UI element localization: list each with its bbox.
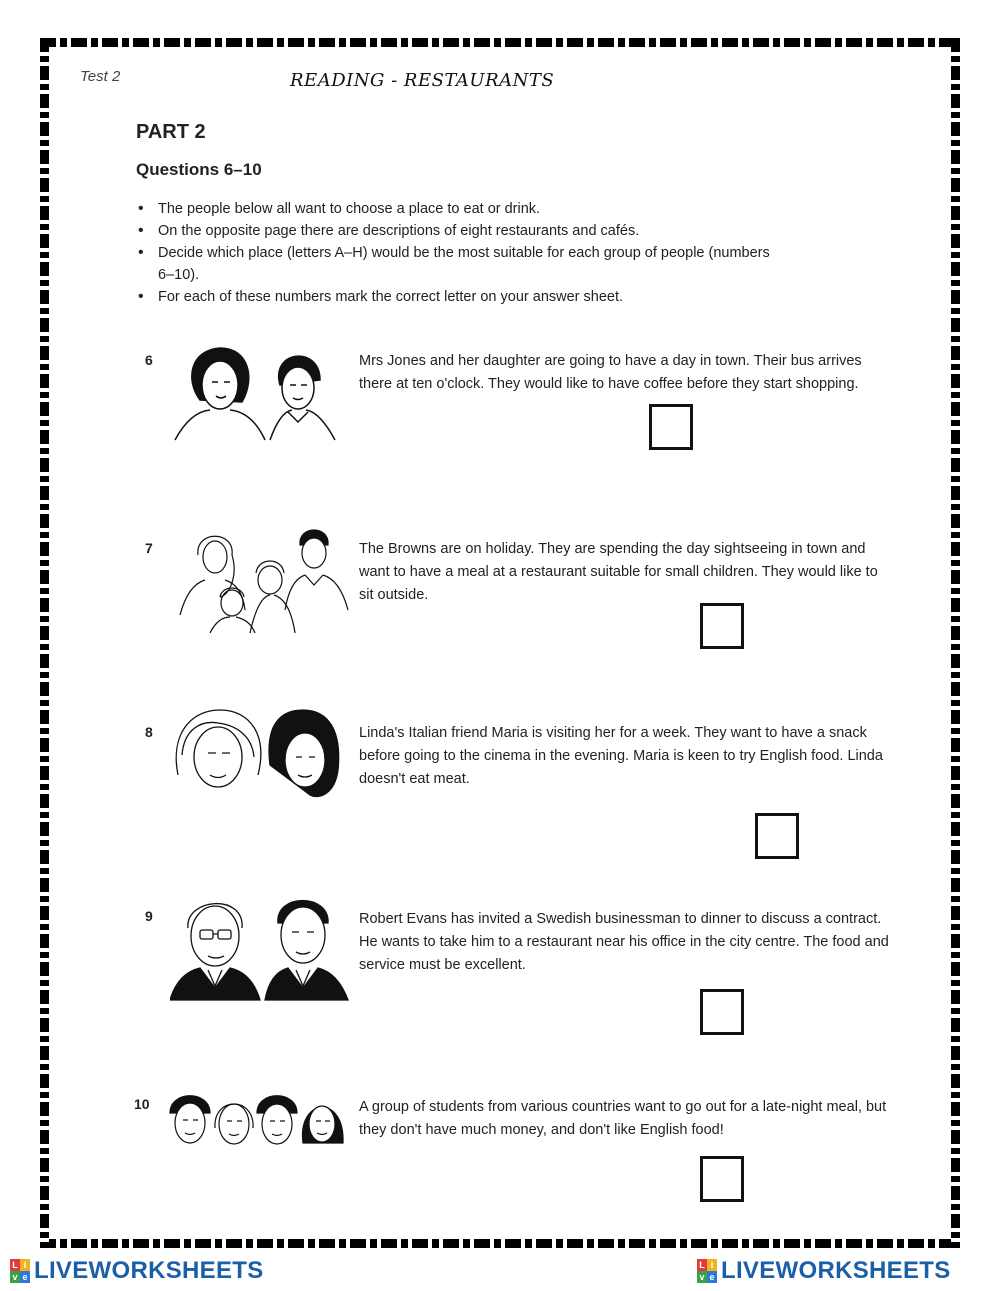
mother-daughter-illustration (170, 340, 360, 445)
questions-heading: Questions 6–10 (136, 160, 262, 179)
students-illustration (165, 1088, 355, 1158)
answer-box-6[interactable] (649, 404, 693, 450)
logo-text: LIVEWORKSHEETS (34, 1257, 264, 1284)
question-text-9: Robert Evans has invited a Swedish businessman to dinner to discuss a contract. He wants to take him to a restaurant near his office in the city centre. The food and service must be excellent. (359, 911, 889, 973)
question-number-8: 8 (145, 724, 153, 740)
test-label: Test 2 (80, 68, 121, 85)
question-text-10: A group of students from various countries want to go out for a late-night meal, but they don't have much money, and don't like English food! (359, 1099, 887, 1138)
question-text-6: Mrs Jones and her daughter are going to have a day in town. Their bus arrives there at ten o'clock. They would like to have coffee before they start shopping. (359, 353, 862, 392)
logo-text: LIVEWORKSHEETS (721, 1257, 951, 1284)
liveworksheets-logo-left[interactable] (10, 1256, 264, 1286)
answer-box-10[interactable] (700, 1156, 744, 1202)
question-number-10: 10 (134, 1096, 150, 1112)
answer-box-7[interactable] (700, 603, 744, 649)
logo-mark-icon: L i v e (697, 1259, 717, 1283)
family-illustration (170, 525, 350, 635)
instruction-item: • On the opposite page there are descriptions of eight restaurants and cafés. (136, 220, 776, 242)
logo-mark-icon: L i v e (10, 1259, 30, 1283)
liveworksheets-logo-right[interactable] (697, 1256, 951, 1286)
question-number-9: 9 (145, 908, 153, 924)
question-number-6: 6 (145, 352, 153, 368)
question-text-7: The Browns are on holiday. They are spending the day sightseeing in town and want to have a meal at a restaurant suitable for small children. They would like to sit outside. (359, 541, 878, 603)
businessmen-illustration (170, 888, 360, 1003)
instructions-list (136, 198, 776, 308)
border-right (951, 38, 960, 1248)
question-text-8: Linda's Italian friend Maria is visiting her for a week. They want to have a snack before going to the cinema in the evening. Maria is keen to try English food. Linda doesn't eat meat. (359, 725, 883, 787)
part-heading: PART 2 (136, 121, 206, 143)
question-number-7: 7 (145, 540, 153, 556)
instruction-item: • Decide which place (letters A–H) would be the most suitable for each group of people (numbers 6–10). (136, 242, 776, 286)
page-title: READING - RESTAURANTS (290, 70, 555, 91)
instruction-item: • For each of these numbers mark the correct letter on your answer sheet. (136, 286, 776, 308)
answer-box-9[interactable] (700, 989, 744, 1035)
instruction-item: • The people below all want to choose a place to eat or drink. (136, 198, 776, 220)
border-top (40, 38, 960, 47)
two-women-illustration (170, 705, 360, 805)
border-bottom (40, 1239, 960, 1248)
answer-box-8[interactable] (755, 813, 799, 859)
border-left (40, 38, 49, 1248)
